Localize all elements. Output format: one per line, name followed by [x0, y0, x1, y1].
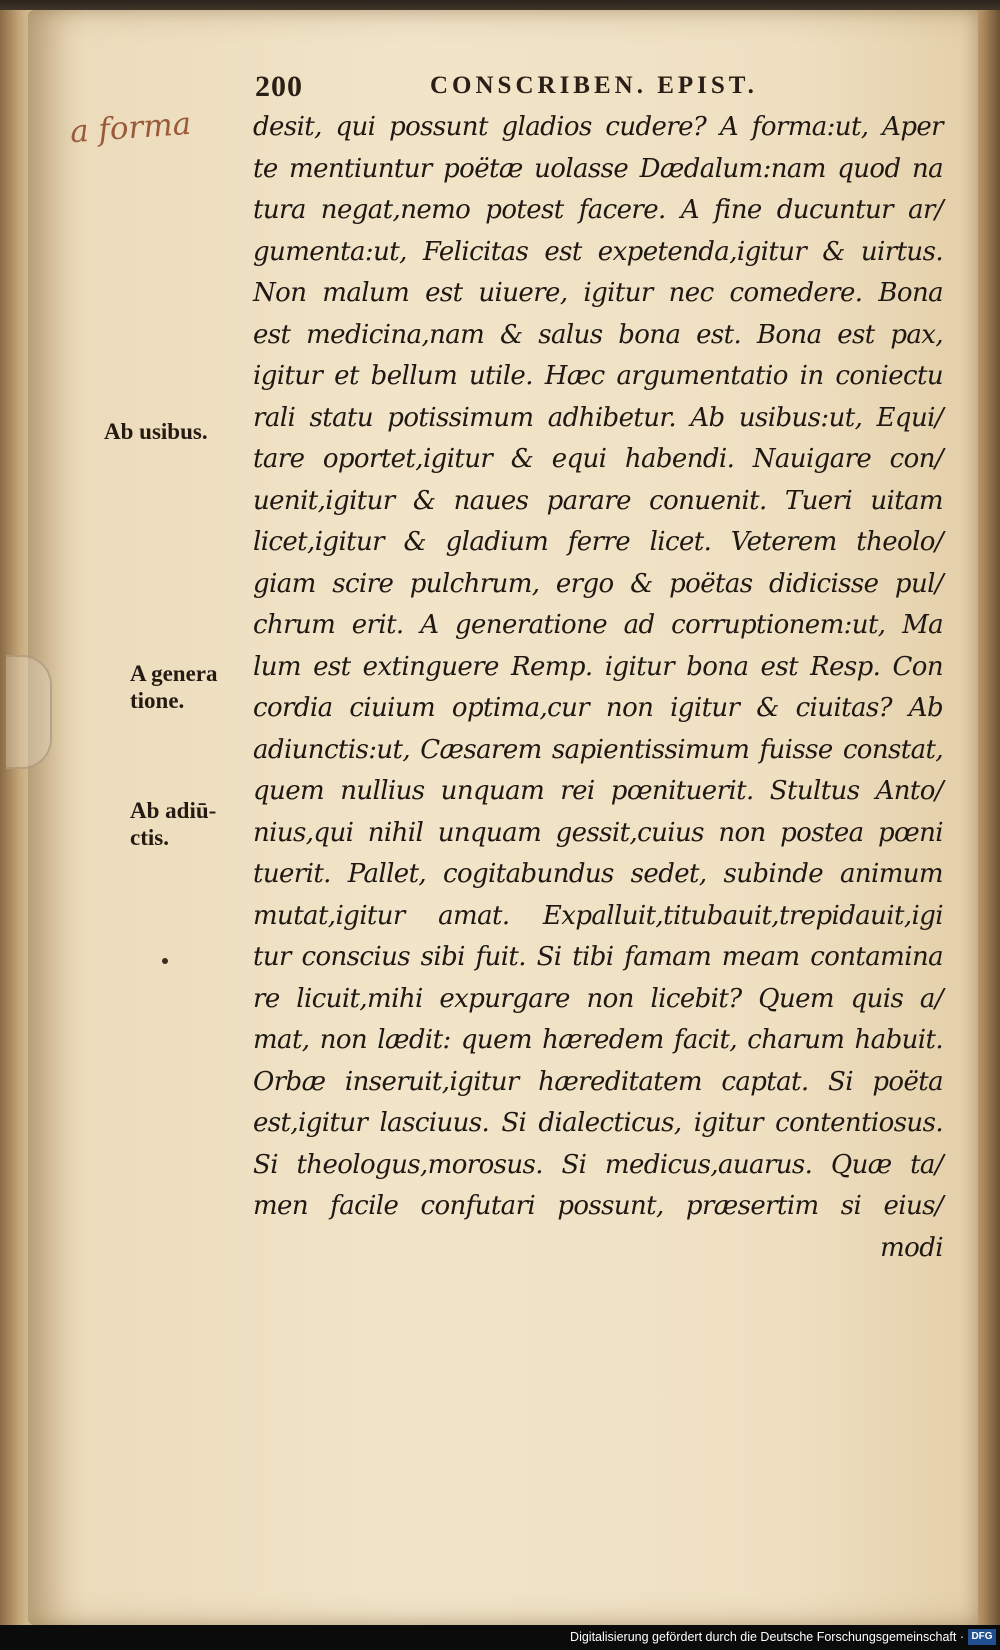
text-line: quem nullius unquam rei pœnituerit. Stultus Anto/: [253, 776, 943, 806]
text-line: tur conscius sibi fuit. Si tibi famam meam contamina: [253, 942, 943, 972]
text-line: men facile confutari possunt, præsertim si eius/: [253, 1191, 943, 1221]
ink-speck: [162, 958, 168, 964]
marginal-note-ab-adiunctis-line1: Ab adiū-: [130, 798, 217, 823]
text-line: tura negat,nemo potest facere. A fine ducuntur ar/: [253, 195, 943, 225]
text-line: igitur et bellum utile. Hæc argumentatio in coniectu: [253, 361, 943, 391]
text-line: desit, qui possunt gladios cudere? A forma:ut, Aper: [253, 112, 943, 142]
footer-credit: Digitalisierung gefördert durch die Deutsche Forschungsgemeinschaft ·: [570, 1630, 964, 1644]
text-line: tuerit. Pallet, cogitabundus sedet, subinde animum: [253, 859, 943, 889]
running-title: CONSCRIBEN. EPIST.: [430, 72, 758, 99]
catchword: modi: [880, 1232, 943, 1263]
text-line: nius,qui nihil unquam gessit,cuius non postea pœni: [253, 817, 943, 848]
page-clip: [6, 655, 52, 769]
text-line: Non malum est uiuere, igitur nec comedere. Bona: [253, 278, 943, 308]
text-line: uenit,igitur & naues parare conuenit. Tueri uitam: [253, 485, 943, 516]
text-line: giam scire pulchrum, ergo & poëtas didicisse pul/: [253, 568, 943, 599]
marginal-note-a-generatione-line1: A genera: [130, 661, 218, 686]
text-line: est medicina,nam & salus bona est. Bona est pax,: [253, 319, 943, 350]
text-line: cordia ciuium optima,cur non igitur & ciuitas? Ab: [253, 693, 943, 723]
text-line: gumenta:ut, Felicitas est expetenda,igitur & uirtus.: [253, 236, 943, 267]
text-line: Si theologus,morosus. Si medicus,auarus. Quæ ta/: [253, 1149, 943, 1180]
text-line: est,igitur lasciuus. Si dialecticus, igitur contentiosus.: [253, 1108, 943, 1138]
text-line: lum est extinguere Remp. igitur bona est Resp. Con: [253, 651, 943, 682]
marginal-note-ab-usibus: Ab usibus.: [104, 419, 208, 444]
text-line: rali statu potissimum adhibetur. Ab usibus:ut, Equi/: [253, 402, 943, 433]
text-line: Orbæ inseruit,igitur hæreditatem captat. Si poëta: [253, 1066, 943, 1097]
marginal-note-a-generatione-line2: tione.: [130, 688, 185, 713]
dfg-logo: DFG: [968, 1629, 996, 1645]
page-header: [255, 70, 935, 110]
body-text: [253, 107, 943, 1269]
page-number: 200: [255, 70, 303, 103]
footer-bar: [0, 1625, 1000, 1650]
text-line: tare oportet,igitur & equi habendi. Nauigare con/: [253, 444, 943, 474]
text-line: licet,igitur & gladium ferre licet. Veterem theolo/: [253, 527, 943, 557]
text-line: mutat,igitur amat. Expalluit,titubauit,trepidauit,igi: [253, 900, 943, 931]
text-line: te mentiuntur poëtæ uolasse Dædalum:nam quod na: [253, 153, 943, 184]
text-line: mat, non lædit: quem hæredem facit, charum habuit.: [253, 1025, 943, 1055]
text-line: re licuit,mihi expurgare non licebit? Quem quis a/: [253, 983, 943, 1014]
text-line: chrum erit. A generatione ad corruptionem:ut, Ma: [253, 610, 943, 640]
handwritten-annotation: a forma: [68, 105, 193, 151]
text-line: adiunctis:ut, Cæsarem sapientissimum fuisse constat,: [253, 734, 943, 765]
marginal-note-ab-adiunctis-line2: ctis.: [130, 825, 169, 850]
